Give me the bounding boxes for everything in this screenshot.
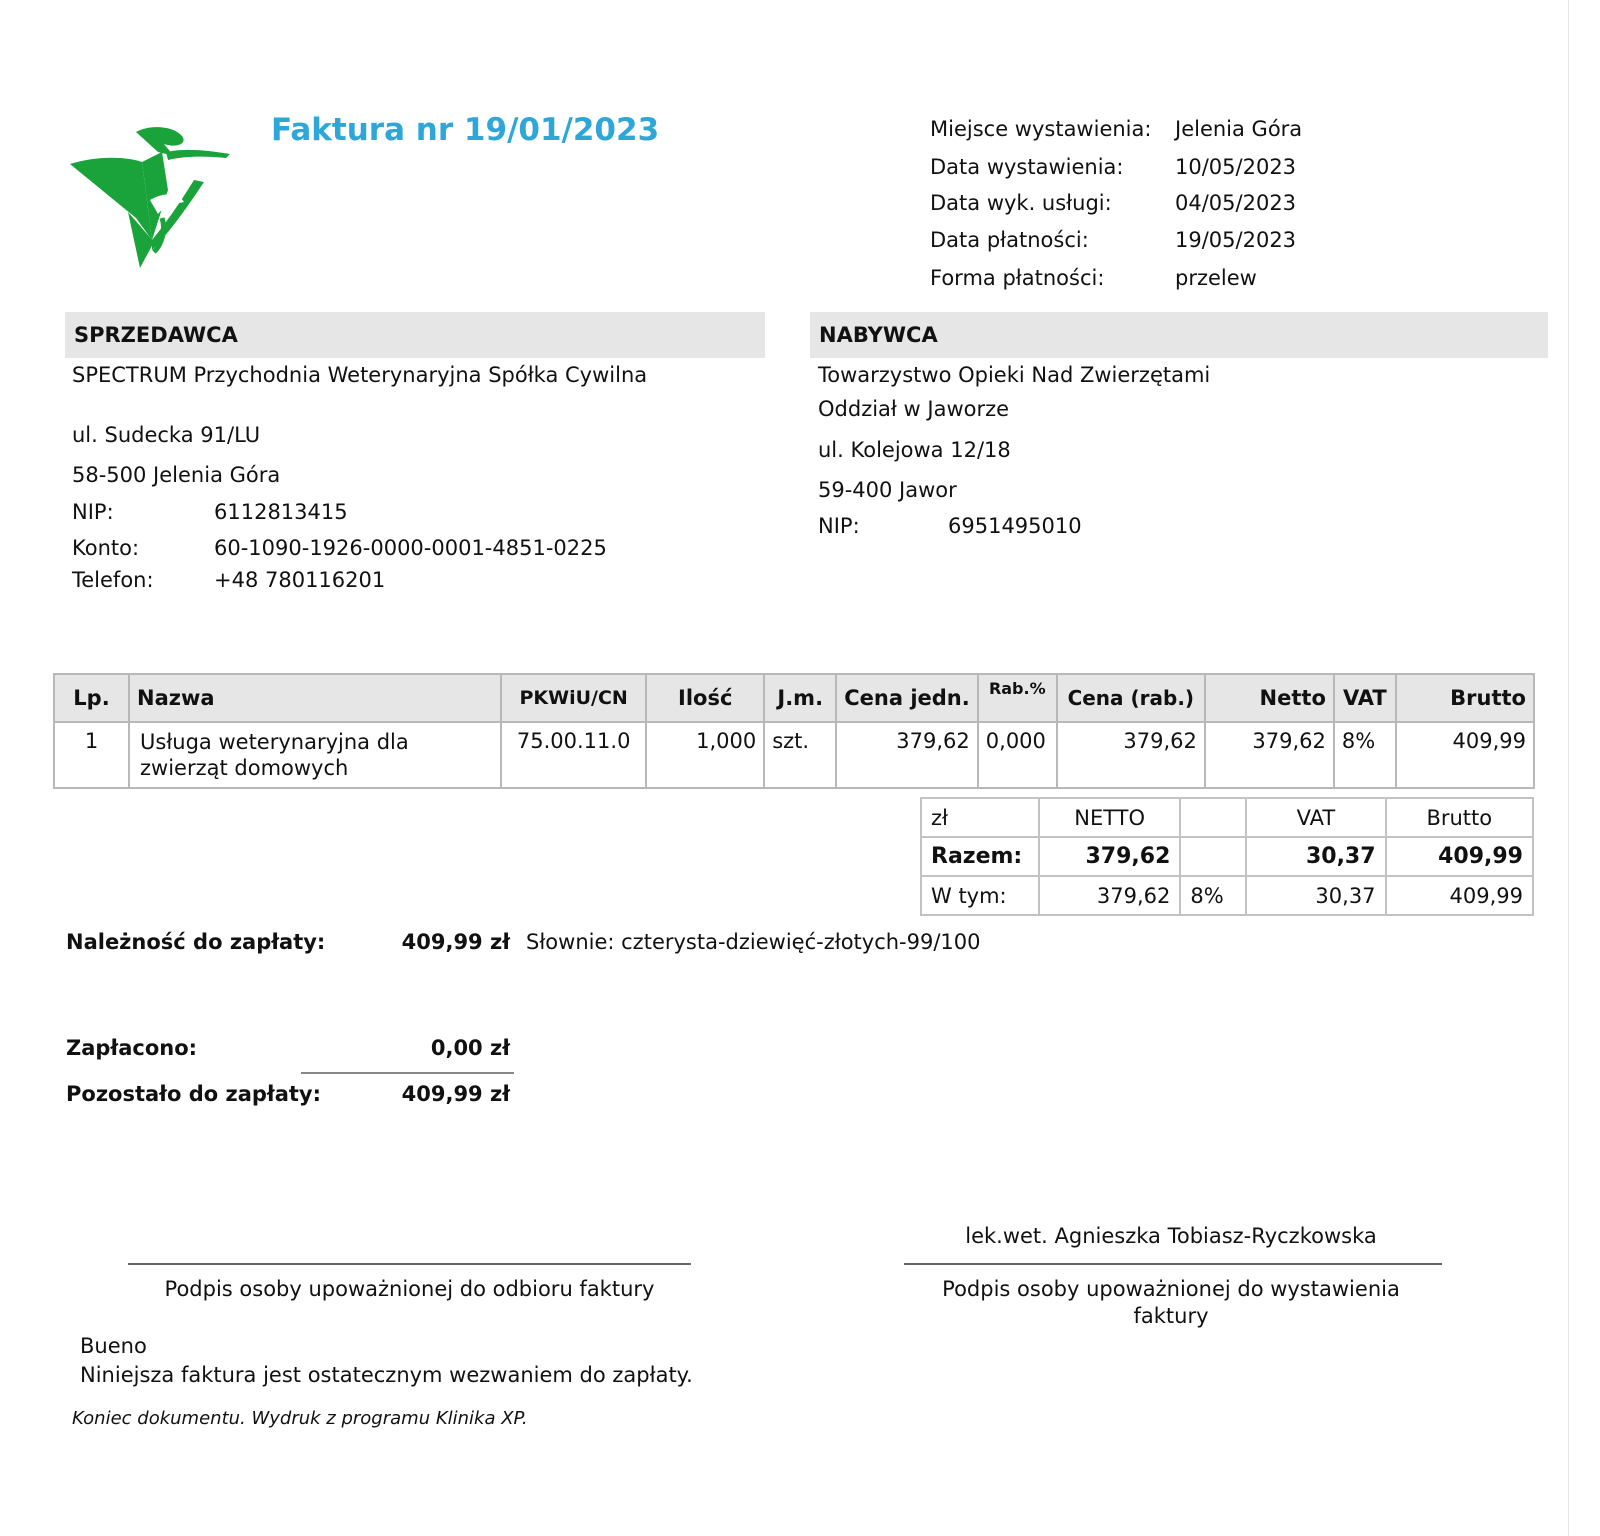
amount-in-words: Słownie: czterysta-dziewięć-złotych-99/100 [526,930,981,954]
seller-name: SPECTRUM Przychodnia Weterynaryjna Spółka Cywilna [72,363,648,387]
buyer-name-line1: Towarzystwo Opieki Nad Zwierzętami [818,363,1211,387]
cell-discount: 0,000 [978,722,1057,788]
cell-pkwiu: 75.00.11.0 [501,722,646,788]
meta-label: Forma płatności: [930,266,1105,290]
paid-amount: 0,00 zł [430,1036,510,1060]
summary-total-net: 379,62 [1039,837,1181,876]
col-net: Netto [1205,674,1334,722]
cell-name-line2: zwierząt domowych [140,756,349,780]
meta-value: 04/05/2023 [1175,191,1297,215]
issuer-signature-line [904,1263,1442,1265]
summary-incl-label: W tym: [921,876,1039,915]
receiver-signature-line [128,1263,691,1265]
items-header-row [54,674,1534,722]
document-footer: Koniec dokumentu. Wydruk z programu Klinika XP. [72,1408,528,1429]
summary-currency: zł [921,798,1039,837]
cell-name [129,722,501,788]
buyer-name-line2: Oddział w Jaworze [818,397,1010,421]
summary-netto-label: NETTO [1039,798,1181,837]
buyer-nip: 6951495010 [948,514,1082,538]
seller-nip: 6112813415 [214,500,348,524]
summary-brutto-label: Brutto [1386,798,1533,837]
invoice-title: Faktura nr 19/01/2023 [271,112,660,148]
buyer-city: 59-400 Jawor [818,478,957,502]
meta-label: Data płatności: [930,228,1089,252]
col-discount: Rab.% [978,674,1057,722]
summary-incl-row [921,876,1533,915]
cell-name-line1: Usługa weterynaryjna dla [140,730,409,754]
summary-incl-rate: 8% [1180,876,1246,915]
cell-lp: 1 [54,722,129,788]
due-label: Należność do zapłaty: [66,930,326,954]
col-unit: J.m. [764,674,836,722]
items-table [53,673,1535,789]
meta-value: 19/05/2023 [1175,228,1297,252]
meta-value: Jelenia Góra [1175,117,1303,141]
cell-vat: 8% [1334,722,1396,788]
table-row [54,722,1534,788]
summary-incl-net: 379,62 [1039,876,1181,915]
seller-nip-label: NIP: [72,500,114,524]
buyer-street: ul. Kolejowa 12/18 [818,438,1011,462]
seller-account-label: Konto: [72,536,140,560]
seller-street: ul. Sudecka 91/LU [72,423,261,447]
remaining-amount: 409,99 zł [401,1082,510,1106]
issuer-signature-caption-line1: Podpis osoby upoważnionej do wystawienia [942,1277,1400,1301]
summary-total-row [921,837,1533,876]
issuer-signature-caption-line2: faktury [1133,1304,1209,1328]
paid-underline [301,1072,514,1074]
meta-label: Data wyk. usługi: [930,191,1112,215]
cell-gross: 409,99 [1396,722,1534,788]
col-lp: Lp. [54,674,129,722]
cell-price-disc: 379,62 [1057,722,1205,788]
seller-phone: +48 780116201 [214,568,386,592]
col-price: Cena jedn. [836,674,978,722]
col-name: Nazwa [129,674,501,722]
summary-incl-gross: 409,99 [1386,876,1533,915]
seller-heading: SPRZEDAWCA [65,312,765,358]
meta-label: Miejsce wystawienia: [930,117,1152,141]
paid-label: Zapłacono: [66,1036,198,1060]
seller-account: 60-1090-1926-0000-0001-4851-0225 [214,536,607,560]
cell-unit: szt. [764,722,836,788]
col-price-disc: Cena (rab.) [1057,674,1205,722]
summary-table [920,797,1534,916]
summary-total-gross: 409,99 [1386,837,1533,876]
cell-net: 379,62 [1205,722,1334,788]
summary-empty-cell [1180,837,1246,876]
issuer-name: lek.wet. Agnieszka Tobiasz-Ryczkowska [965,1224,1377,1248]
note-line1: Bueno [80,1334,147,1358]
clinic-logo [66,122,236,278]
due-amount: 409,99 zł [401,930,510,954]
cell-qty: 1,000 [646,722,764,788]
cell-price: 379,62 [836,722,978,788]
summary-total-label: Razem: [921,837,1039,876]
col-gross: Brutto [1396,674,1534,722]
col-qty: Ilość [646,674,764,722]
remaining-label: Pozostało do zapłaty: [66,1082,321,1106]
buyer-heading: NABYWCA [810,312,1548,358]
summary-total-vat: 30,37 [1246,837,1385,876]
summary-header-row [921,798,1533,837]
note-line2: Niniejsza faktura jest ostatecznym wezwaniem do zapłaty. [80,1363,693,1387]
summary-incl-vat: 30,37 [1246,876,1385,915]
summary-empty-cell [1180,798,1246,837]
meta-label: Data wystawienia: [930,155,1124,179]
seller-phone-label: Telefon: [72,568,154,592]
seller-city: 58-500 Jelenia Góra [72,463,281,487]
buyer-nip-label: NIP: [818,514,860,538]
col-vat: VAT [1334,674,1396,722]
col-pkwiu: PKWiU/CN [501,674,646,722]
meta-value: 10/05/2023 [1175,155,1297,179]
meta-value: przelew [1175,266,1257,290]
receiver-signature-caption: Podpis osoby upoważnionej do odbioru faktury [164,1277,655,1301]
summary-vat-label: VAT [1246,798,1385,837]
